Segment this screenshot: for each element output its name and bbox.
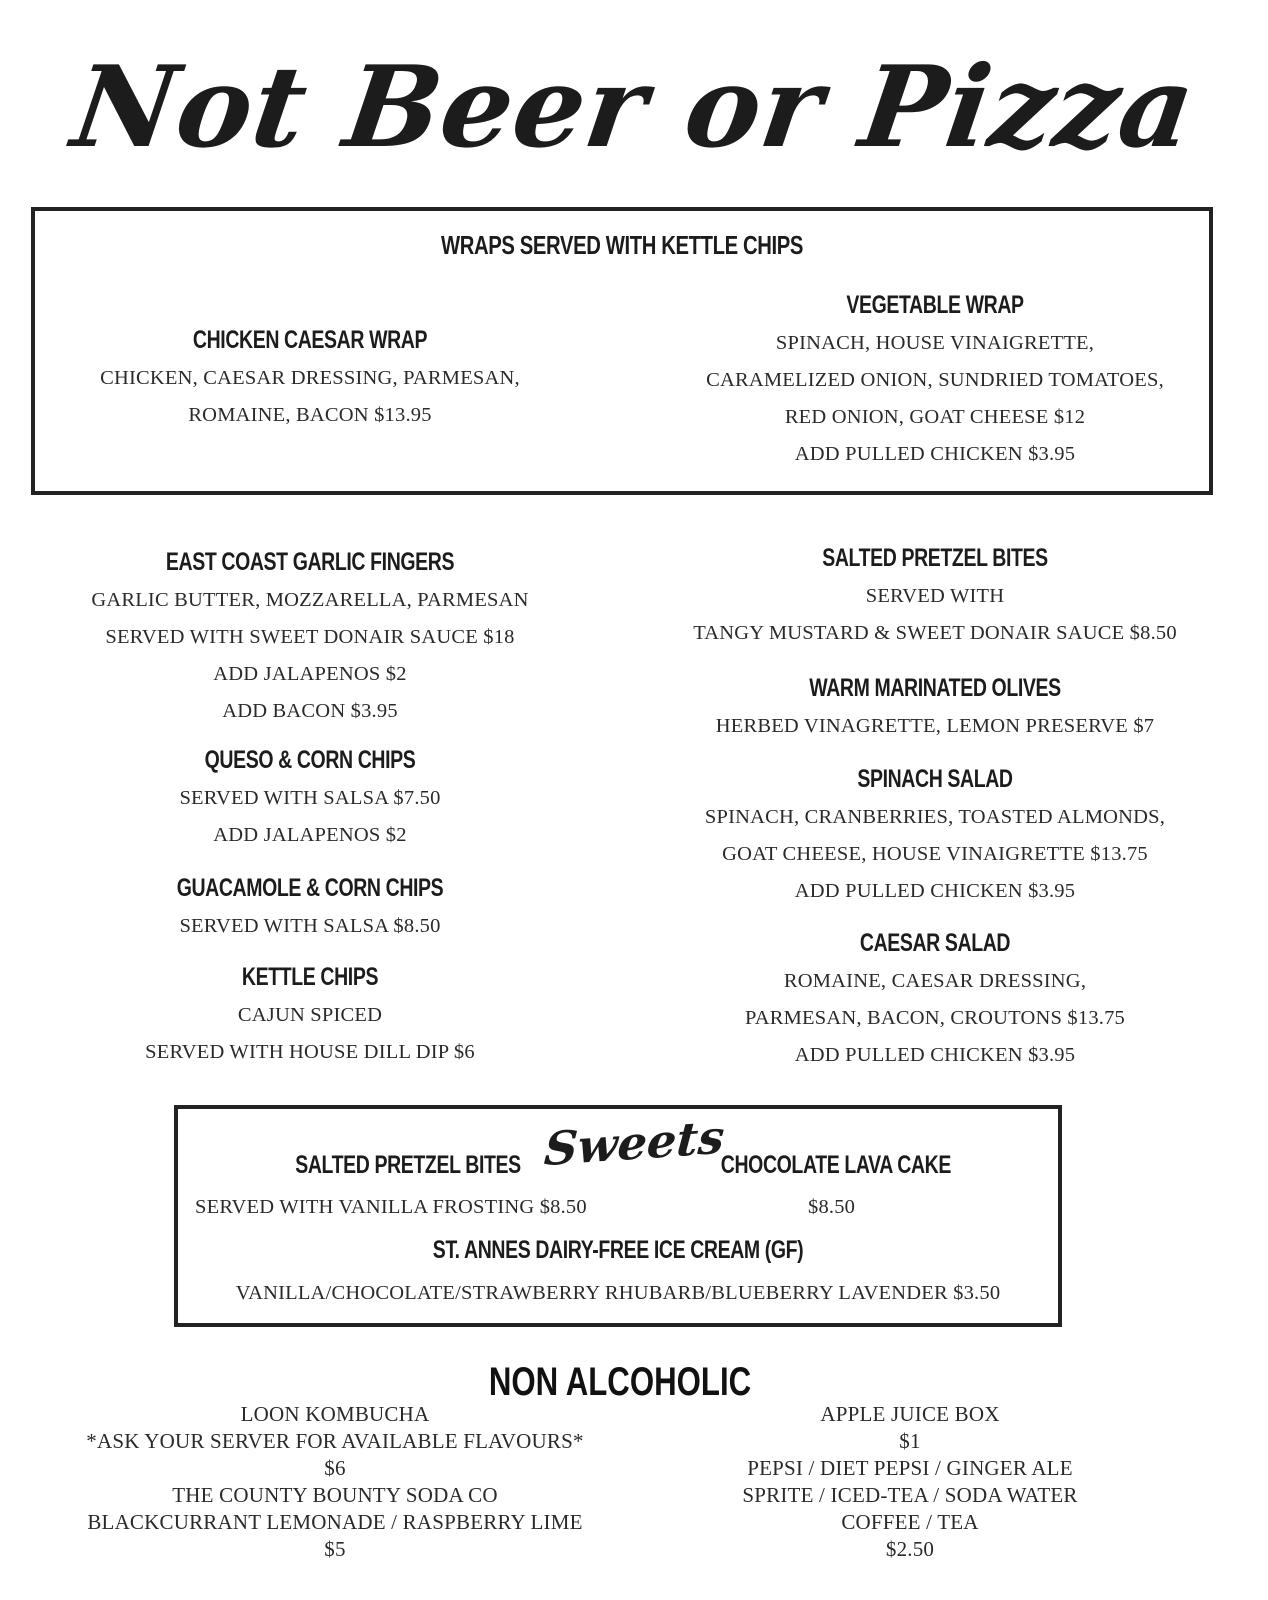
drink-price: $5 bbox=[324, 1537, 346, 1561]
ice-cream-name: ST. ANNES DAIRY-FREE ICE CREAM (GF) bbox=[432, 1236, 804, 1264]
item-desc: TANGY MUSTARD & SWEET DONAIR SAUCE $8.50 bbox=[693, 622, 1177, 644]
sweets-pretzel-desc: SERVED WITH VANILLA FROSTING $8.50 bbox=[195, 1196, 587, 1218]
item-desc: SERVED WITH SWEET DONAIR SAUCE $18 bbox=[105, 626, 515, 648]
item-desc: ROMAINE, CAESAR DRESSING, bbox=[783, 970, 1087, 992]
drink-line: SPRITE / ICED-TEA / SODA WATER bbox=[742, 1483, 1078, 1507]
item-name: VEGETABLE WRAP bbox=[846, 291, 1024, 319]
item-desc: CHICKEN, CAESAR DRESSING, PARMESAN, bbox=[100, 367, 520, 389]
menu-title: Not Beer or Pizza bbox=[65, 42, 1203, 173]
drink-line: THE COUNTY BOUNTY SODA CO bbox=[172, 1483, 498, 1507]
item-name: GUACAMOLE & CORN CHIPS bbox=[176, 874, 444, 902]
drinks-right bbox=[640, 1401, 1180, 1563]
drink-line: PEPSI / DIET PEPSI / GINGER ALE bbox=[747, 1456, 1073, 1480]
item-name: SALTED PRETZEL BITES bbox=[822, 544, 1048, 572]
sweets-pretzel-name: SALTED PRETZEL BITES bbox=[295, 1151, 521, 1179]
item-desc: ADD PULLED CHICKEN $3.95 bbox=[794, 443, 1076, 465]
sweets-lava-cake-price: $8.50 bbox=[808, 1196, 856, 1218]
item-addon: ADD PULLED CHICKEN $3.95 bbox=[794, 880, 1076, 902]
guacamole-corn-chips bbox=[40, 864, 580, 945]
garlic-fingers bbox=[40, 538, 580, 730]
item-desc: SERVED WITH SALSA $8.50 bbox=[179, 915, 441, 937]
warm-marinated-olives bbox=[660, 664, 1210, 745]
drink-price: $1 bbox=[899, 1429, 921, 1453]
vegetable-wrap bbox=[660, 281, 1210, 473]
item-name: CHICKEN CAESAR WRAP bbox=[192, 326, 428, 354]
item-desc: SPINACH, HOUSE VINAIGRETTE, bbox=[775, 332, 1095, 354]
item-desc: PARMESAN, BACON, CROUTONS $13.75 bbox=[744, 1007, 1126, 1029]
item-name: WARM MARINATED OLIVES bbox=[809, 674, 1061, 702]
drink-line: APPLE JUICE BOX bbox=[820, 1402, 1000, 1426]
drink-line: *ASK YOUR SERVER FOR AVAILABLE FLAVOURS* bbox=[86, 1429, 584, 1453]
queso-corn-chips bbox=[40, 736, 580, 854]
drink-line: LOON KOMBUCHA bbox=[240, 1402, 430, 1426]
item-addon: ADD JALAPENOS $2 bbox=[213, 663, 407, 685]
salted-pretzel-bites bbox=[660, 534, 1210, 652]
spinach-salad bbox=[660, 755, 1210, 910]
item-desc: SERVED WITH SALSA $7.50 bbox=[179, 787, 441, 809]
sweets-heading: Sweets bbox=[542, 1109, 727, 1177]
drink-line: COFFEE / TEA bbox=[841, 1510, 979, 1534]
drink-price: $2.50 bbox=[885, 1537, 935, 1561]
ice-cream-flavours: VANILLA/CHOCOLATE/STRAWBERRY RHUBARB/BLUEBERRY LAVENDER $3.50 bbox=[235, 1282, 1001, 1304]
item-addon: ADD PULLED CHICKEN $3.95 bbox=[794, 1044, 1076, 1066]
item-name: EAST COAST GARLIC FINGERS bbox=[165, 548, 455, 576]
item-desc: SPINACH, CRANBERRIES, TOASTED ALMONDS, bbox=[704, 806, 1166, 828]
item-desc: SERVED WITH HOUSE DILL DIP $6 bbox=[145, 1041, 475, 1063]
item-desc: CARAMELIZED ONION, SUNDRIED TOMATOES, bbox=[706, 369, 1164, 391]
kettle-chips bbox=[40, 953, 580, 1071]
item-name: SPINACH SALAD bbox=[857, 765, 1013, 793]
item-desc: RED ONION, GOAT CHEESE $12 bbox=[784, 406, 1086, 428]
item-desc: ROMAINE, BACON $13.95 bbox=[188, 404, 432, 426]
item-name: QUESO & CORN CHIPS bbox=[204, 746, 416, 774]
drink-price: $6 bbox=[324, 1456, 346, 1480]
item-desc: GARLIC BUTTER, MOZZARELLA, PARMESAN bbox=[91, 589, 529, 611]
wraps-heading: WRAPS SERVED WITH KETTLE CHIPS bbox=[440, 230, 803, 260]
drink-line: BLACKCURRANT LEMONADE / RASPBERRY LIME bbox=[87, 1510, 583, 1534]
item-desc: GOAT CHEESE, HOUSE VINAIGRETTE $13.75 bbox=[722, 843, 1148, 865]
item-addon: ADD JALAPENOS $2 bbox=[213, 824, 407, 846]
caesar-salad bbox=[660, 919, 1210, 1074]
item-desc: CAJUN SPICED bbox=[237, 1004, 383, 1026]
sweets-lava-cake-name: CHOCOLATE LAVA CAKE bbox=[720, 1151, 951, 1179]
item-desc: SERVED WITH bbox=[865, 585, 1005, 607]
item-name: KETTLE CHIPS bbox=[241, 963, 379, 991]
chicken-caesar-wrap bbox=[40, 316, 580, 434]
non-alcoholic-heading: NON ALCOHOLIC bbox=[488, 1360, 752, 1404]
item-name: CAESAR SALAD bbox=[859, 929, 1011, 957]
item-addon: ADD BACON $3.95 bbox=[222, 700, 398, 722]
item-desc: HERBED VINAGRETTE, LEMON PRESERVE $7 bbox=[715, 715, 1155, 737]
drinks-left bbox=[30, 1401, 640, 1563]
